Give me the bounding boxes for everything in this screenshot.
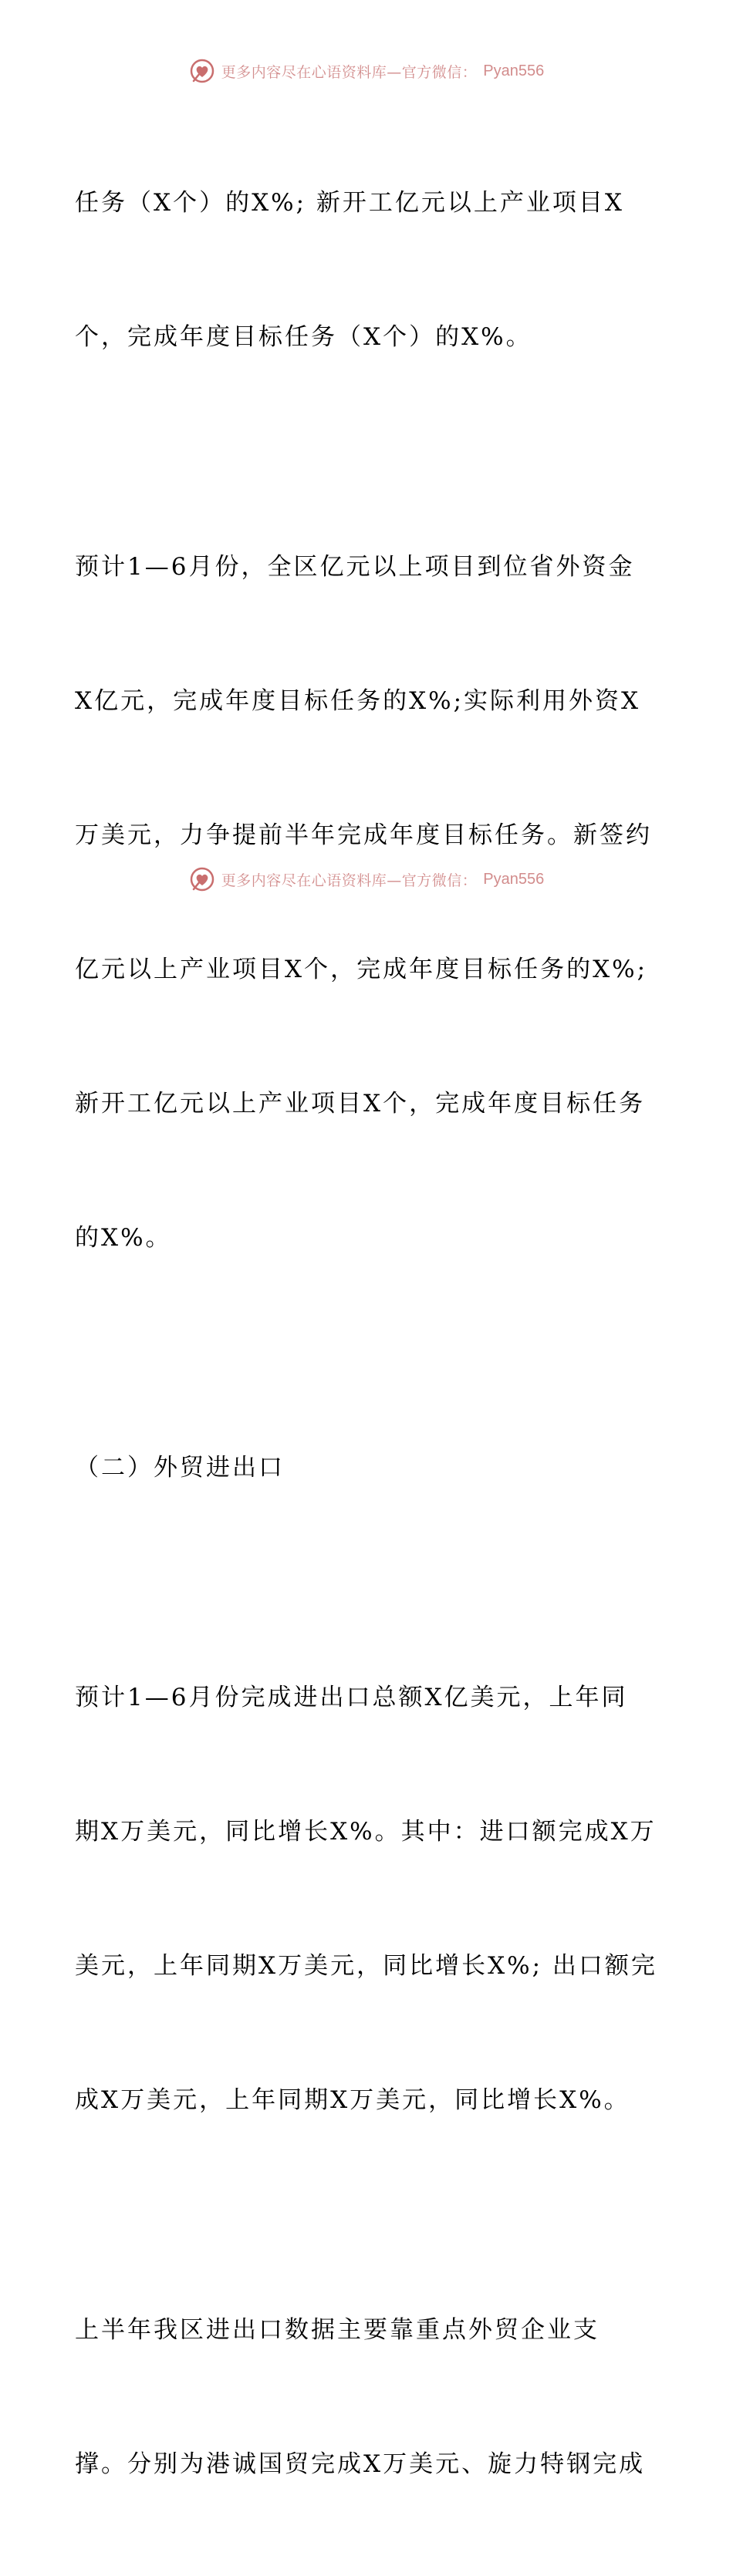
paragraph-3: [75, 1586, 661, 2212]
text-line: 期X万美元，同比增长X%。其中：进口额完成X万: [75, 1818, 657, 1846]
footer-watermark: [0, 864, 733, 895]
text-line: 成X万美元，上年同期X万美元，同比增长X%。: [75, 2086, 630, 2114]
watermark-wechat-id: Pyan556: [483, 870, 545, 888]
paragraph-2: [75, 455, 661, 1350]
text-line: 万美元，力争提前半年完成年度目标任务。新签约: [75, 821, 652, 849]
text-line: 新开工亿元以上产业项目X个，完成年度目标任务: [75, 1090, 646, 1118]
heart-pen-logo-icon: [189, 58, 215, 84]
text-line: 个，完成年度目标任务（X个）的X%。: [75, 323, 532, 351]
header-watermark: [0, 56, 733, 86]
watermark-text: 更多内容尽在心语资料库—官方微信：: [221, 872, 478, 889]
watermark-wechat-id: Pyan556: [483, 62, 545, 79]
text-line: 上半年我区进出口数据主要靠重点外贸企业支: [75, 2316, 600, 2344]
text-line: 任务（X个）的X%; 新开工亿元以上产业项目X: [75, 189, 624, 217]
text-line: 的X%。: [75, 1224, 172, 1252]
text-line: 亿元以上产业项目X个，完成年度目标任务的X%;: [75, 956, 648, 983]
text-line: 撑。分别为港诚国贸完成X万美元、旋力特钢完成: [75, 2450, 646, 2478]
text-line: 美元，上年同期X万美元，同比增长X%; 出口额完: [75, 1952, 657, 1980]
text-line: 预计1—6月份完成进出口总额X亿美元，上年同: [75, 1684, 628, 1711]
text-line: X亿元，完成年度目标任务的X%;实际利用外资X: [75, 687, 641, 715]
text-line: （二）外贸进出口: [75, 1454, 285, 1482]
watermark-text: 更多内容尽在心语资料库—官方微信：: [221, 63, 478, 81]
paragraph-1: [75, 91, 661, 449]
paragraph-4: [75, 2218, 661, 2576]
section-heading: [75, 1356, 661, 1580]
document-body: [75, 91, 661, 2576]
heart-pen-logo-icon: [189, 866, 215, 892]
text-line: 预计1—6月份，全区亿元以上项目到位省外资金: [75, 553, 635, 581]
